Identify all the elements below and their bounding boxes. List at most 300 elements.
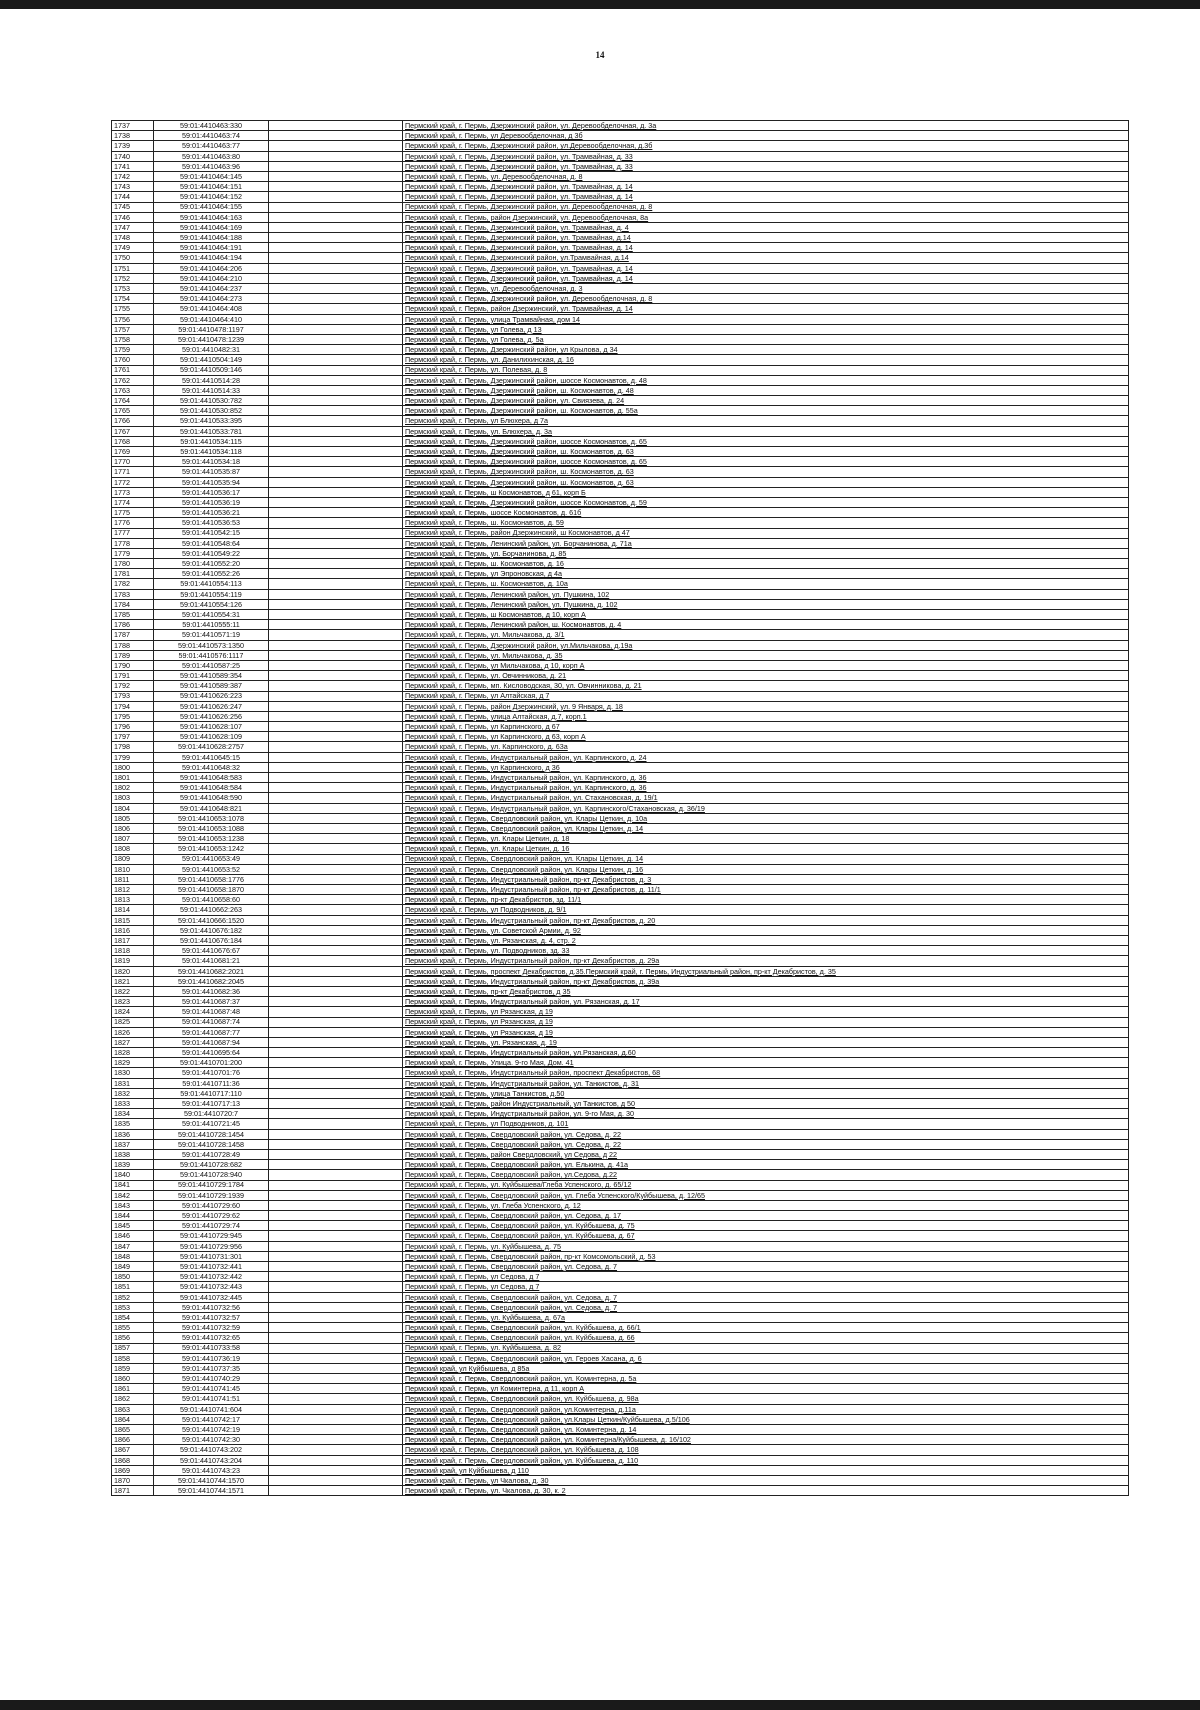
address-cell: Пермский край, г. Пермь, Свердловский район, ул. Седова, д. 7 [403,1302,1129,1312]
empty-cell [269,681,403,691]
empty-cell [269,1282,403,1292]
table-row [112,915,1129,925]
cadastral-number-cell: 59:01:4410653:1078 [154,813,269,823]
address-cell: Пермский край, г. Пермь, ул. Клары Цеткин, д. 16 [403,844,1129,854]
empty-cell [269,671,403,681]
address-cell: Пермский край, г. Пермь, пр-кт Декабристов, д 35 [403,986,1129,996]
cadastral-number-cell: 59:01:4410552:26 [154,569,269,579]
empty-cell [269,895,403,905]
empty-cell [269,151,403,161]
empty-cell [269,905,403,915]
table-row [112,732,1129,742]
cadastral-number-cell: 59:01:4410626:256 [154,711,269,721]
cadastral-number-cell: 59:01:4410687:77 [154,1027,269,1037]
cadastral-number-cell: 59:01:4410744:1570 [154,1475,269,1485]
table-row [112,1139,1129,1149]
address-cell: Пермский край, г. Пермь, ул Карпинского, д 67 [403,722,1129,732]
empty-cell [269,345,403,355]
empty-cell [269,141,403,151]
empty-cell [269,783,403,793]
row-number-cell: 1845 [112,1221,154,1231]
empty-cell [269,915,403,925]
empty-cell [269,528,403,538]
cadastral-number-cell: 59:01:4410729:1784 [154,1180,269,1190]
empty-cell [269,1445,403,1455]
address-cell: Пермский край, г. Пермь, Индустриальный район, пр-кт Декабристов, д. 29а [403,956,1129,966]
cadastral-number-cell: 59:01:4410743:204 [154,1455,269,1465]
address-cell: Пермский край, г. Пермь, район Дзержинский, ул. Трамвайная, д. 14 [403,304,1129,314]
cadastral-number-cell: 59:01:4410681:21 [154,956,269,966]
cadastral-number-cell: 59:01:4410682:36 [154,986,269,996]
address-cell: Пермский край, г. Пермь, Индустриальный район, ул. Танкистов, д. 31 [403,1078,1129,1088]
empty-cell [269,732,403,742]
address-cell: Пермский край, г. Пермь, ул Карпинского, д 36 [403,762,1129,772]
row-number-cell: 1746 [112,212,154,222]
empty-cell [269,640,403,650]
address-cell: Пермский край, г. Пермь, ул Подводников, д. 101 [403,1119,1129,1129]
cadastral-number-cell: 59:01:4410676:184 [154,936,269,946]
row-number-cell: 1753 [112,284,154,294]
row-number-cell: 1816 [112,925,154,935]
table-row [112,559,1129,569]
empty-cell [269,1170,403,1180]
row-number-cell: 1778 [112,538,154,548]
row-number-cell: 1826 [112,1027,154,1037]
table-row [112,1455,1129,1465]
table-row [112,233,1129,243]
address-cell: Пермский край, г. Пермь, ул. Куйбышева/Глеба Успенского, д. 65/12 [403,1180,1129,1190]
address-cell: Пермский край, г. Пермь, Дзержинский район, ул. Трамвайная, д. 14 [403,243,1129,253]
row-number-cell: 1840 [112,1170,154,1180]
table-row [112,905,1129,915]
table-row [112,925,1129,935]
empty-cell [269,793,403,803]
table-row [112,681,1129,691]
cadastral-number-cell: 59:01:4410482:31 [154,345,269,355]
cadastral-number-cell: 59:01:4410666:1520 [154,915,269,925]
row-number-cell: 1805 [112,813,154,823]
empty-cell [269,691,403,701]
cadastral-number-cell: 59:01:4410711:36 [154,1078,269,1088]
row-number-cell: 1740 [112,151,154,161]
cadastral-number-cell: 59:01:4410464:410 [154,314,269,324]
address-cell: Пермский край, г. Пермь, Свердловский район, ул. Куйбышева, д. 98а [403,1394,1129,1404]
address-cell: Пермский край, г. Пермь, Свердловский район, ул. Седова, д. 7 [403,1292,1129,1302]
row-number-cell: 1827 [112,1037,154,1047]
empty-cell [269,946,403,956]
address-cell: Пермский край, г. Пермь, ул. Куйбышева, д. 67а [403,1312,1129,1322]
table-row [112,1119,1129,1129]
empty-cell [269,1333,403,1343]
empty-cell [269,243,403,253]
cadastral-number-cell: 59:01:4410628:2757 [154,742,269,752]
cadastral-number-cell: 59:01:4410721:45 [154,1119,269,1129]
empty-cell [269,885,403,895]
table-row [112,1435,1129,1445]
cadastral-number-cell: 59:01:4410463:77 [154,141,269,151]
address-cell: Пермский край, г. Пермь, ул Седова, д 7 [403,1282,1129,1292]
table-row [112,426,1129,436]
row-number-cell: 1812 [112,885,154,895]
row-number-cell: 1770 [112,457,154,467]
cadastral-number-cell: 59:01:4410555:11 [154,620,269,630]
empty-cell [269,722,403,732]
address-cell: Пермский край, г. Пермь, ул Коминтерна, д 11, корп А [403,1384,1129,1394]
table-row [112,314,1129,324]
cadastral-number-cell: 59:01:4410589:354 [154,671,269,681]
row-number-cell: 1813 [112,895,154,905]
address-cell: Пермский край, г. Пермь, Свердловский район, ул. Седова, д. 17 [403,1211,1129,1221]
table-row [112,345,1129,355]
empty-cell [269,1241,403,1251]
empty-cell [269,711,403,721]
address-cell: Пермский край, г. Пермь, Свердловский район, ул. Седова, д. 22 [403,1129,1129,1139]
row-number-cell: 1780 [112,559,154,569]
empty-cell [269,620,403,630]
address-cell: Пермский край, г. Пермь, ул. Куйбышева, д. 75 [403,1241,1129,1251]
cadastral-number-cell: 59:01:4410549:22 [154,548,269,558]
cadastral-number-cell: 59:01:4410729:1939 [154,1190,269,1200]
row-number-cell: 1800 [112,762,154,772]
row-number-cell: 1848 [112,1251,154,1261]
address-cell: Пермский край, г. Пермь, ул. Куйбышева, д. 82 [403,1343,1129,1353]
table-row [112,752,1129,762]
cadastral-number-cell: 59:01:4410736:19 [154,1353,269,1363]
cadastral-number-cell: 59:01:4410548:64 [154,538,269,548]
table-row [112,1333,1129,1343]
table-row [112,783,1129,793]
address-cell: Пермский край, г. Пермь, Индустриальный район, ул. Стахановская, д. 19/1 [403,793,1129,803]
table-row [112,131,1129,141]
row-number-cell: 1819 [112,956,154,966]
address-cell: Пермский край, г. Пермь, Дзержинский район, ул. Трамвайная, д.14 [403,233,1129,243]
row-number-cell: 1775 [112,508,154,518]
table-row [112,294,1129,304]
row-number-cell: 1849 [112,1262,154,1272]
row-number-cell: 1792 [112,681,154,691]
table-row [112,1272,1129,1282]
table-row [112,823,1129,833]
row-number-cell: 1821 [112,976,154,986]
table-row [112,1078,1129,1088]
row-number-cell: 1839 [112,1160,154,1170]
empty-cell [269,1129,403,1139]
table-row [112,212,1129,222]
row-number-cell: 1818 [112,946,154,956]
table-row [112,1363,1129,1373]
address-cell: Пермский край, г. Пермь, ул Эпроновская, д 4а [403,569,1129,579]
empty-cell [269,497,403,507]
row-number-cell: 1761 [112,365,154,375]
row-number-cell: 1837 [112,1139,154,1149]
address-cell: Пермский край, г. Пермь, ш. Космонавтов, д. 59 [403,518,1129,528]
row-number-cell: 1817 [112,936,154,946]
table-row [112,1241,1129,1251]
empty-cell [269,273,403,283]
cadastral-number-cell: 59:01:4410464:408 [154,304,269,314]
cadastral-number-cell: 59:01:4410728:1458 [154,1139,269,1149]
empty-cell [269,813,403,823]
address-cell: Пермский край, г. Пермь, район Дзержинский, ул. Деревообделочная, 8а [403,212,1129,222]
address-cell: Пермский край, г. Пермь, Дзержинский район, ул. Трамвайная, д. 33 [403,161,1129,171]
table-row [112,284,1129,294]
address-cell: Пермский край, г. Пермь, Дзержинский район, ул.Деревообделочная, д.3б [403,141,1129,151]
cadastral-number-cell: 59:01:4410514:33 [154,385,269,395]
row-number-cell: 1742 [112,171,154,181]
cadastral-number-cell: 59:01:4410701:200 [154,1058,269,1068]
address-cell: Пермский край, г. Пермь, Дзержинский район, ул. Трамвайная, д. 14 [403,263,1129,273]
row-number-cell: 1783 [112,589,154,599]
address-cell: Пермский край, г. Пермь, ул. Советской Армии, д. 92 [403,925,1129,935]
cadastral-number-cell: 59:01:4410732:59 [154,1323,269,1333]
address-cell: Пермский край, г. Пермь, Индустриальный район, ул. Карпинского, д. 36 [403,783,1129,793]
cadastral-number-cell: 59:01:4410701:76 [154,1068,269,1078]
row-number-cell: 1776 [112,518,154,528]
empty-cell [269,956,403,966]
cadastral-number-cell: 59:01:4410478:1239 [154,334,269,344]
address-cell: Пермский край, г. Пермь, Свердловский район, ул. Коминтерна/Куйбышева, д. 16/102 [403,1435,1129,1445]
row-number-cell: 1743 [112,182,154,192]
empty-cell [269,334,403,344]
cadastral-number-cell: 59:01:4410464:191 [154,243,269,253]
cadastral-number-cell: 59:01:4410554:31 [154,610,269,620]
empty-cell [269,864,403,874]
row-number-cell: 1737 [112,121,154,131]
table-row [112,273,1129,283]
empty-cell [269,925,403,935]
empty-cell [269,202,403,212]
row-number-cell: 1820 [112,966,154,976]
table-row [112,334,1129,344]
row-number-cell: 1855 [112,1323,154,1333]
row-number-cell: 1809 [112,854,154,864]
table-row [112,773,1129,783]
cadastral-number-cell: 59:01:4410504:149 [154,355,269,365]
empty-cell [269,844,403,854]
address-cell: Пермский край, г. Пермь, ш. Космонавтов, д. 10а [403,579,1129,589]
table-row [112,1149,1129,1159]
row-number-cell: 1798 [112,742,154,752]
address-cell: Пермский край, г. Пермь, Свердловский район, ул. Коминтерна, д. 14 [403,1425,1129,1435]
address-cell: Пермский край, г. Пермь, Ленинский район, ул. Борчанинова, д. 71а [403,538,1129,548]
cadastral-number-cell: 59:01:4410732:441 [154,1262,269,1272]
table-row [112,660,1129,670]
row-number-cell: 1749 [112,243,154,253]
table-row [112,946,1129,956]
table-row [112,141,1129,151]
address-cell: Пермский край, г. Пермь, Свердловский район, ул. Седова, д. 22 [403,1139,1129,1149]
empty-cell [269,701,403,711]
empty-cell [269,1231,403,1241]
row-number-cell: 1833 [112,1099,154,1109]
row-number-cell: 1851 [112,1282,154,1292]
empty-cell [269,579,403,589]
table-row [112,324,1129,334]
table-row [112,528,1129,538]
cadastral-number-cell: 59:01:4410464:210 [154,273,269,283]
cadastral-number-cell: 59:01:4410729:62 [154,1211,269,1221]
cadastral-number-cell: 59:01:4410509:146 [154,365,269,375]
table-row [112,986,1129,996]
empty-cell [269,477,403,487]
address-cell: Пермский край, г. Пермь, Дзержинский район, шоссе Космонавтов, д. 65 [403,436,1129,446]
address-cell: Пермский край, г. Пермь, Свердловский район, пр-кт Комсомольский, д. 53 [403,1251,1129,1261]
row-number-cell: 1865 [112,1425,154,1435]
cadastral-number-cell: 59:01:4410662:263 [154,905,269,915]
row-number-cell: 1752 [112,273,154,283]
cadastral-number-cell: 59:01:4410573:1350 [154,640,269,650]
row-number-cell: 1779 [112,548,154,558]
cadastral-number-cell: 59:01:4410682:2021 [154,966,269,976]
empty-cell [269,1465,403,1475]
address-cell: Пермский край, г. Пермь, ул Рязанская, д 19 [403,1007,1129,1017]
row-number-cell: 1860 [112,1374,154,1384]
cadastral-number-cell: 59:01:4410626:223 [154,691,269,701]
address-cell: Пермский край, г. Пермь, Свердловский район, ул.Клары Цеткин/Куйбышева, д.5/106 [403,1414,1129,1424]
row-number-cell: 1773 [112,487,154,497]
table-row [112,589,1129,599]
row-number-cell: 1838 [112,1149,154,1159]
table-row [112,895,1129,905]
cadastral-number-cell: 59:01:4410534:115 [154,436,269,446]
cadastral-number-cell: 59:01:4410687:48 [154,1007,269,1017]
table-row [112,1170,1129,1180]
empty-cell [269,375,403,385]
table-row [112,171,1129,181]
scan-top-edge [0,0,1200,9]
table-row [112,1037,1129,1047]
row-number-cell: 1795 [112,711,154,721]
row-number-cell: 1762 [112,375,154,385]
empty-cell [269,467,403,477]
address-cell: Пермский край, г. Пермь, Дзержинский район, ш. Космонавтов, д. 63 [403,467,1129,477]
row-number-cell: 1843 [112,1200,154,1210]
table-row [112,966,1129,976]
registry-table-body [112,121,1129,1496]
table-row [112,803,1129,813]
empty-cell [269,1312,403,1322]
table-row [112,253,1129,263]
empty-cell [269,1078,403,1088]
address-cell: Пермский край, г. Пермь, Свердловский район, ул. Куйбышева, д. 75 [403,1221,1129,1231]
cadastral-number-cell: 59:01:4410744:1571 [154,1486,269,1496]
empty-cell [269,1037,403,1047]
empty-cell [269,589,403,599]
cadastral-number-cell: 59:01:4410732:56 [154,1302,269,1312]
cadastral-number-cell: 59:01:4410742:19 [154,1425,269,1435]
empty-cell [269,823,403,833]
empty-cell [269,548,403,558]
row-number-cell: 1751 [112,263,154,273]
cadastral-number-cell: 59:01:4410530:782 [154,396,269,406]
row-number-cell: 1810 [112,864,154,874]
cadastral-number-cell: 59:01:4410720:7 [154,1109,269,1119]
address-cell: Пермский край, г. Пермь, улица Танкистов, д.50 [403,1088,1129,1098]
cadastral-number-cell: 59:01:4410464:163 [154,212,269,222]
row-number-cell: 1755 [112,304,154,314]
empty-cell [269,447,403,457]
address-cell: Пермский край, г. Пермь, Дзержинский район, шоссе Космонавтов, д. 59 [403,497,1129,507]
address-cell: Пермский край, г. Пермь, ул Карпинского, д 63, корп А [403,732,1129,742]
table-row [112,1282,1129,1292]
row-number-cell: 1768 [112,436,154,446]
empty-cell [269,1323,403,1333]
cadastral-number-cell: 59:01:4410682:2045 [154,976,269,986]
row-number-cell: 1785 [112,610,154,620]
table-row [112,396,1129,406]
address-cell: Пермский край, г. Пермь, район Дзержинский, ул. 9 Января, д. 18 [403,701,1129,711]
table-row [112,599,1129,609]
empty-cell [269,742,403,752]
address-cell: Пермский край, г. Пермь, улица Трамвайная, дом 14 [403,314,1129,324]
empty-cell [269,1149,403,1159]
table-row [112,1312,1129,1322]
row-number-cell: 1823 [112,997,154,1007]
cadastral-number-cell: 59:01:4410731:301 [154,1251,269,1261]
table-row [112,691,1129,701]
empty-cell [269,1302,403,1312]
table-row [112,192,1129,202]
empty-cell [269,171,403,181]
address-cell: Пермский край, г. Пермь, ул Голева, д. 5а [403,334,1129,344]
table-row [112,854,1129,864]
cadastral-number-cell: 59:01:4410554:119 [154,589,269,599]
address-cell: Пермский край, г. Пермь, Индустриальный район, пр-кт Декабристов, д. 11/1 [403,885,1129,895]
cadastral-number-cell: 59:01:4410535:94 [154,477,269,487]
cadastral-number-cell: 59:01:4410576:1117 [154,650,269,660]
table-row [112,304,1129,314]
address-cell: Пермский край, г. Пермь, ул. Карпинского, д. 63а [403,742,1129,752]
table-row [112,1109,1129,1119]
table-row [112,477,1129,487]
table-row [112,375,1129,385]
row-number-cell: 1771 [112,467,154,477]
table-row [112,793,1129,803]
table-row [112,640,1129,650]
empty-cell [269,1180,403,1190]
table-row [112,182,1129,192]
empty-cell [269,1455,403,1465]
row-number-cell: 1781 [112,569,154,579]
row-number-cell: 1756 [112,314,154,324]
address-cell: Пермский край, г. Пермь, Дзержинский район, ш. Космонавтов, д. 55а [403,406,1129,416]
cadastral-number-cell: 59:01:4410514:28 [154,375,269,385]
address-cell: Пермский край, г. Пермь, Дзержинский район, ул. Деревообделочная, д. 8 [403,202,1129,212]
table-row [112,151,1129,161]
empty-cell [269,1099,403,1109]
address-cell: Пермский край, г. Пермь, Индустриальный район, ул. Карпинского, д. 36 [403,773,1129,783]
empty-cell [269,1363,403,1373]
table-row [112,1475,1129,1485]
empty-cell [269,1190,403,1200]
address-cell: Пермский край, г. Пермь, ул. Борчанинова, д. 85 [403,548,1129,558]
address-cell: Пермский край, г. Пермь, ш. Космонавтов, д. 16 [403,559,1129,569]
row-number-cell: 1853 [112,1302,154,1312]
empty-cell [269,518,403,528]
empty-cell [269,253,403,263]
address-cell: Пермский край, г. Пермь, Дзержинский район, ул. Трамвайная, д. 4 [403,222,1129,232]
empty-cell [269,324,403,334]
row-number-cell: 1842 [112,1190,154,1200]
empty-cell [269,1068,403,1078]
empty-cell [269,1058,403,1068]
cadastral-number-cell: 59:01:4410534:118 [154,447,269,457]
address-cell: Пермский край, г. Пермь, Свердловский район, ул. Героев Хасана, д. 6 [403,1353,1129,1363]
row-number-cell: 1830 [112,1068,154,1078]
address-cell: Пермский край, г. Пермь, Свердловский район, ул. Клары Цеткин, д. 16 [403,864,1129,874]
address-cell: Пермский край, г. Пермь, ш Космонавтов, д 10, корп А [403,610,1129,620]
table-row [112,864,1129,874]
